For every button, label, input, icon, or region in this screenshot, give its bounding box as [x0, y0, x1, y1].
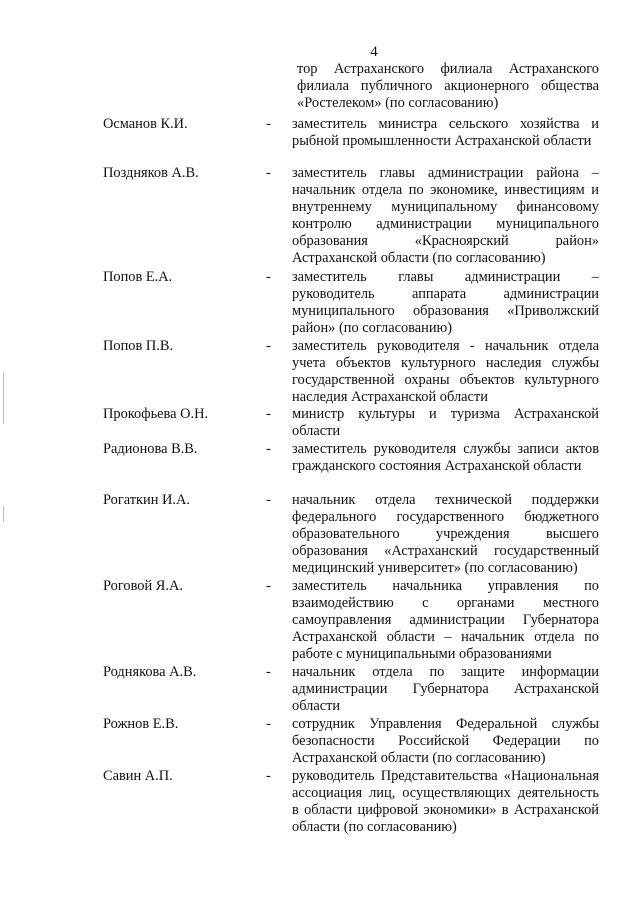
- separator-dash: -: [266, 116, 271, 132]
- member-role: заместитель министра сельского хозяйства и рыбной промышленности Астраханской области: [292, 116, 599, 149]
- member-role: министр культуры и туризма Астраханской области: [292, 406, 599, 439]
- member-name: Савин А.П.: [103, 768, 173, 784]
- member-name: Попов П.В.: [103, 338, 174, 354]
- separator-dash: -: [266, 664, 271, 680]
- member-role: заместитель руководителя службы записи актов гражданского состояния Астраханской области: [292, 441, 599, 474]
- member-name: Османов К.И.: [103, 116, 188, 132]
- member-name: Радионова В.В.: [103, 441, 198, 457]
- member-role: заместитель главы администрации района – начальник отдела по экономике, инвестициям и внутреннему муниципальному финансовому контролю администрации муниципального образования «Красноярский район» Астраханской области (по согласованию): [292, 165, 599, 266]
- member-role: руководитель Представительства «Национальная ассоциация лиц, осуществляющих деятельность в области цифровой экономики» в Астраханской области (по согласованию): [292, 768, 599, 835]
- separator-dash: -: [266, 578, 271, 594]
- member-name: Рогаткин И.А.: [103, 492, 191, 508]
- separator-dash: -: [266, 768, 271, 784]
- member-role: заместитель начальника управления по взаимодействию с органами местного самоуправления администрации Губернатора Астраханской области – начальник отдела по работе с муниципальными образованиями: [292, 578, 599, 662]
- separator-dash: -: [266, 165, 271, 181]
- member-role: заместитель главы администрации – руководитель аппарата администрации муниципального образования «Приволжский район» (по согласованию): [292, 269, 599, 336]
- scan-margin-mark: [3, 372, 4, 424]
- scan-margin-mark: [3, 506, 4, 522]
- member-name: Роговой Я.А.: [103, 578, 183, 594]
- member-role: начальник отдела по защите информации администрации Губернатора Астраханской области: [292, 664, 599, 714]
- member-role: заместитель руководителя - начальник отдела учета объектов культурного наследия службы государственной охраны объектов культурного наследия Астраханской области: [292, 338, 599, 405]
- separator-dash: -: [266, 406, 271, 422]
- continued-role-text: тор Астраханского филиала Астраханского филиала публичного акционерного общества «Ростелеком» (по согласованию): [297, 61, 599, 111]
- separator-dash: -: [266, 716, 271, 732]
- separator-dash: -: [266, 269, 271, 285]
- member-role: сотрудник Управления Федеральной службы безопасности Российской Федерации по Астраханской области (по согласованию): [292, 716, 599, 766]
- member-name: Рожнов Е.В.: [103, 716, 179, 732]
- member-name: Роднякова А.В.: [103, 664, 197, 680]
- separator-dash: -: [266, 492, 271, 508]
- member-name: Попов Е.А.: [103, 269, 173, 285]
- member-name: Прокофьева О.Н.: [103, 406, 209, 422]
- member-name: Поздняков А.В.: [103, 165, 199, 181]
- member-role: начальник отдела технической поддержки федерального государственного бюджетного образовательного учреждения высшего образования «Астраханский государственный медицинский университет» (по согласованию): [292, 492, 599, 576]
- page-number: 4: [370, 44, 378, 60]
- separator-dash: -: [266, 441, 271, 457]
- separator-dash: -: [266, 338, 271, 354]
